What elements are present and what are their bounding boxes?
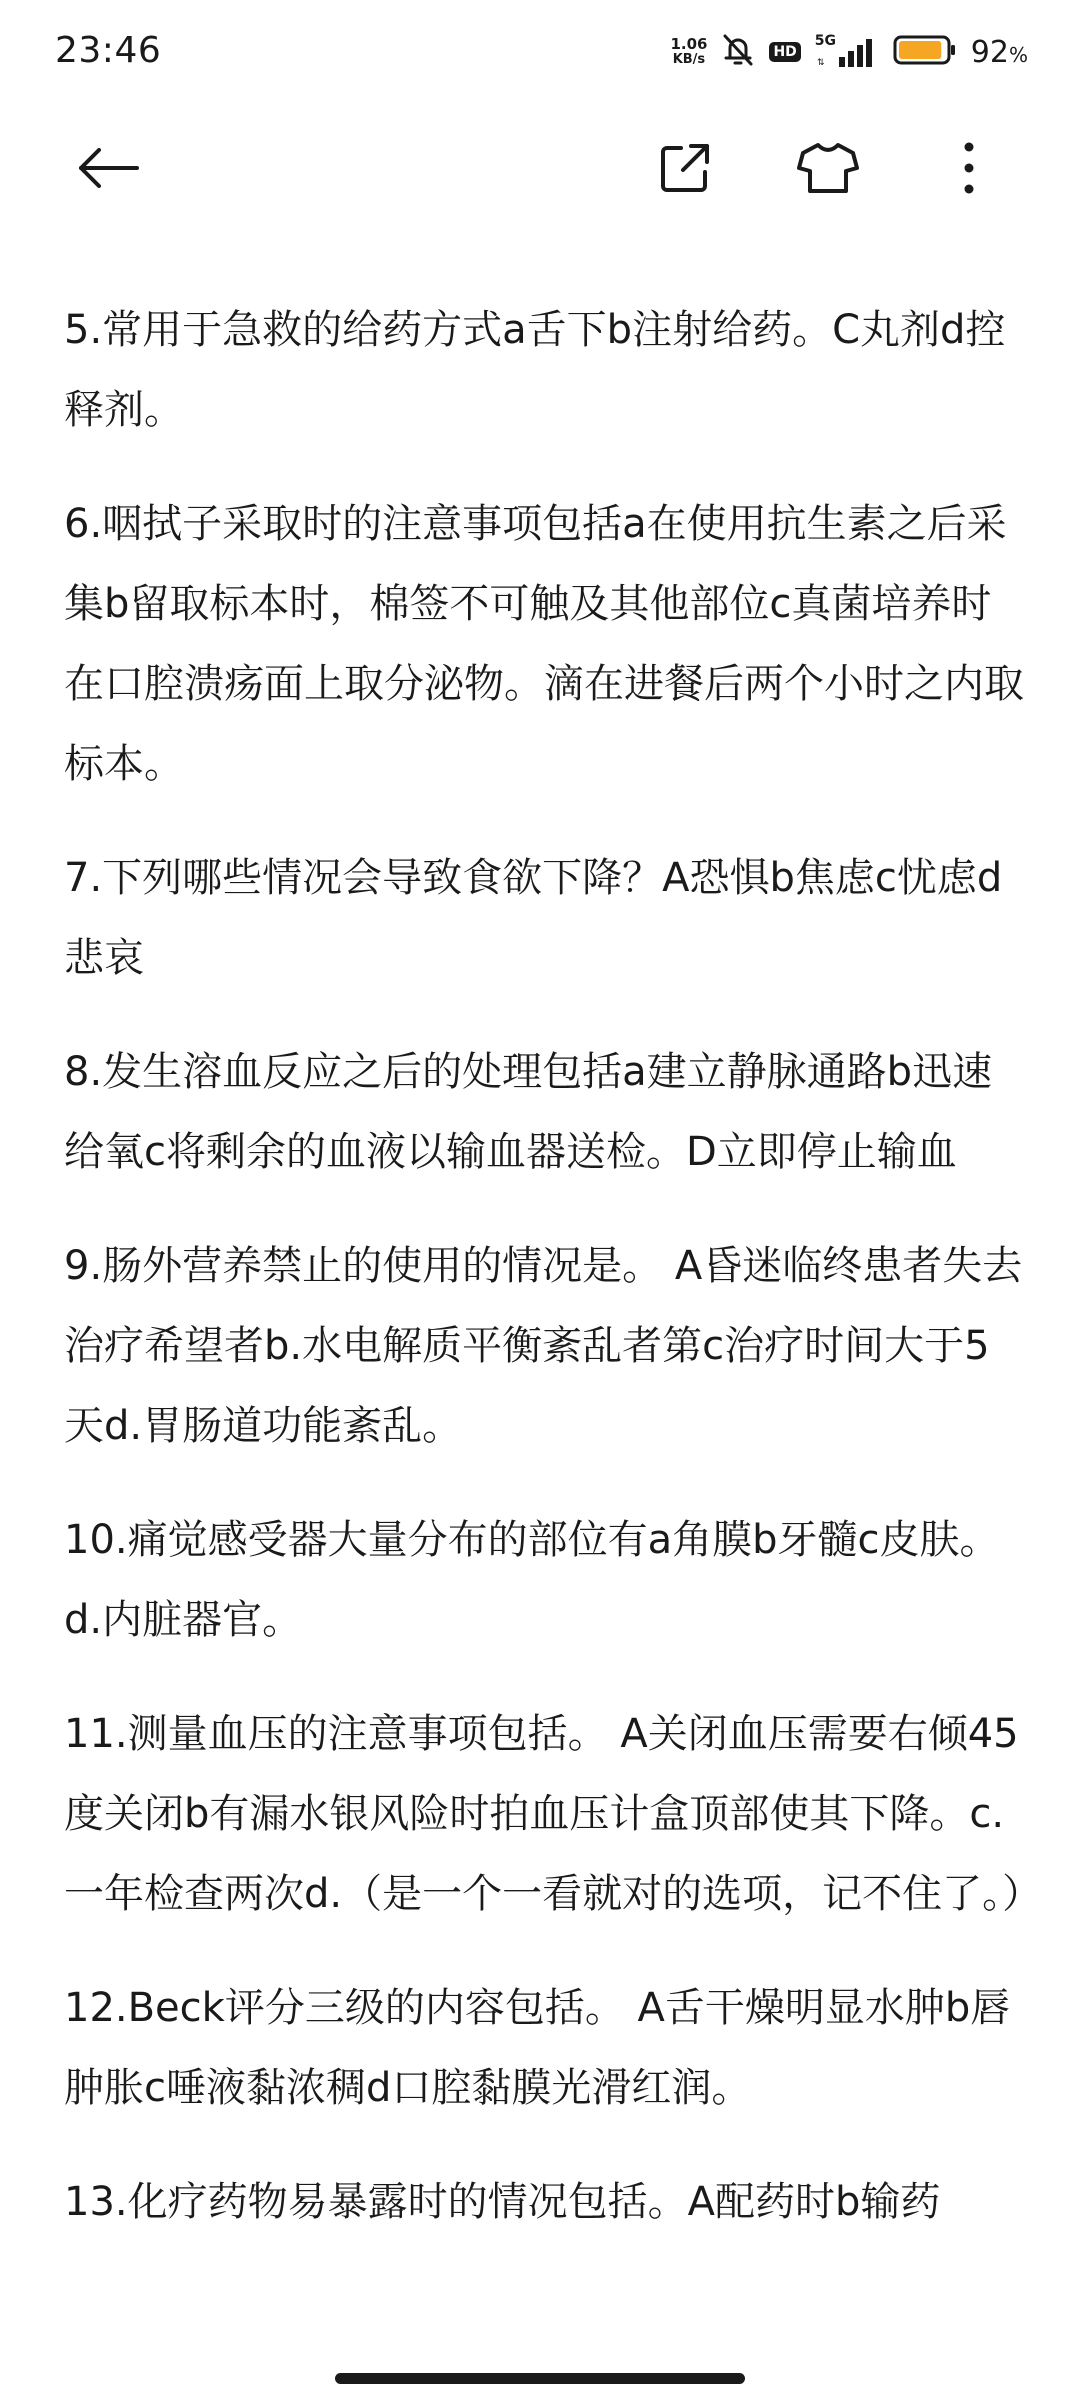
question-paragraph-12: 12.Beck评分三级的内容包括。 A舌干燥明显水肿b唇肿胀c唾液黏浓稠d口腔黏膜光滑红润。 xyxy=(64,1985,1011,2111)
question-paragraph-11: 11.测量血压的注意事项包括。 A关闭血压需要右倾45度关闭b有漏水银风险时拍血压计盒顶部使其下降。c.一年检查两次d.（是一个一看就对的选项，记不住了。） xyxy=(64,1711,1043,1917)
battery-icon xyxy=(893,33,957,71)
home-indicator[interactable] xyxy=(335,2373,745,2384)
share-button[interactable] xyxy=(652,137,718,203)
svg-text:⇅: ⇅ xyxy=(816,58,825,68)
more-vertical-icon xyxy=(963,141,975,199)
back-arrow-icon xyxy=(77,146,141,194)
network-speed xyxy=(670,36,707,68)
network-speed-value: 1.06 xyxy=(670,35,708,53)
status-bar xyxy=(0,0,1080,110)
status-icons xyxy=(670,30,1028,74)
hd-icon: HD xyxy=(769,42,800,62)
question-paragraph-13: 13.化疗药物易暴露时的情况包括。A配药时b输药 xyxy=(64,2179,941,2225)
question-paragraph-10: 10.痛觉感受器大量分布的部位有a角膜b牙髓c皮肤。d.内脏器官。 xyxy=(64,1517,1000,1643)
question-paragraph-7: 7.下列哪些情况会导致食欲下降？A恐惧b焦虑c忧虑d悲哀 xyxy=(64,855,1003,981)
question-paragraph-9: 9.肠外营养禁止的使用的情况是。 A昏迷临终患者失去治疗希望者b.水电解质平衡紊乱者第c治疗时间大于5天d.胃肠道功能紊乱。 xyxy=(64,1243,1023,1449)
question-paragraph-5: 5.常用于急救的给药方式a舌下b注射给药。C丸剂d控释剂。 xyxy=(64,307,1006,433)
share-icon xyxy=(657,140,713,200)
battery-percent-value: 92 xyxy=(970,34,1009,70)
question-paragraph-6: 6.咽拭子采取时的注意事项包括a在使用抗生素之后采集b留取标本时，棉签不可触及其他部位c真菌培养时在口腔溃疡面上取分泌物。滴在进餐后两个小时之内取标本。 xyxy=(64,501,1024,787)
more-options-button[interactable] xyxy=(936,137,1002,203)
note-content[interactable] xyxy=(64,290,1043,2276)
top-toolbar xyxy=(0,110,1080,230)
theme-button[interactable] xyxy=(795,137,861,203)
question-paragraph-8: 8.发生溶血反应之后的处理包括a建立静脉通路b迅速给氧c将剩余的血液以输血器送检。D立即停止输血 xyxy=(64,1049,993,1175)
back-button[interactable] xyxy=(76,137,142,203)
battery-percent-unit: % xyxy=(1008,42,1028,67)
clock-time: 23:46 xyxy=(55,30,162,71)
network-type-label: 5G xyxy=(814,33,837,49)
signal-icon xyxy=(815,35,879,69)
battery-percent xyxy=(971,35,1028,70)
mute-bell-icon xyxy=(721,32,755,72)
theme-shirt-icon xyxy=(797,140,859,200)
network-speed-unit: KB/s xyxy=(672,52,706,67)
